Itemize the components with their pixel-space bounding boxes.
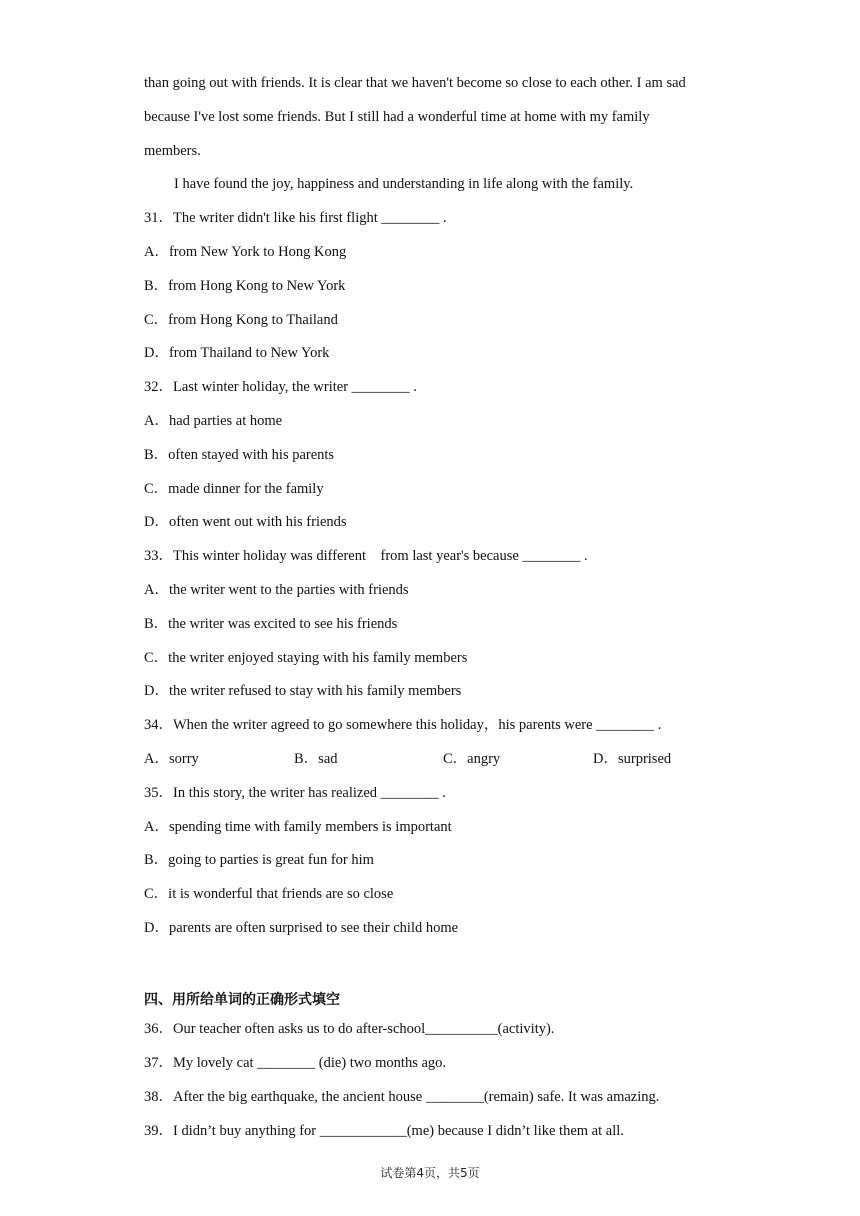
question-stem: 35．In this story, the writer has realized ________ . [144,785,446,801]
answer-option: B．from Hong Kong to New York [144,278,346,294]
answer-option: C．made dinner for the family [144,481,324,497]
fill-in-item: 39．I didn’t buy anything for ____________(me) because I didn’t like them at all. [144,1123,624,1139]
section-title: 四、用所给单词的正确形式填空 [144,992,340,1008]
answer-option: C．the writer enjoyed staying with his family members [144,650,468,666]
passage-line: members. [144,143,201,159]
question-stem: 33．This winter holiday was different from last year's because ________ . [144,548,588,564]
passage-line: because I've lost some friends. But I still had a wonderful time at home with my family [144,109,650,125]
answer-option: A．from New York to Hong Kong [144,244,347,260]
passage-closing: I have found the joy, happiness and understanding in life along with the family. [174,176,634,192]
answer-option: B．often stayed with his parents [144,447,335,463]
fill-in-item: 36．Our teacher often asks us to do after-school__________(activity). [144,1021,555,1037]
answer-option: A．had parties at home [144,413,283,429]
answer-option: C．from Hong Kong to Thailand [144,312,338,328]
answer-option: B．sad [294,751,338,767]
page-footer: 试卷第4页，共5页 [380,1166,480,1180]
answer-option: A．sorry [144,751,199,767]
answer-option: A．the writer went to the parties with friends [144,582,409,598]
answer-option: C．it is wonderful that friends are so close [144,886,394,902]
question-stem: 31．The writer didn't like his first flight ________ . [144,210,447,226]
question-stem: 34．When the writer agreed to go somewhere this holiday，his parents were ________ . [144,717,662,733]
fill-in-item: 37．My lovely cat ________ (die) two months ago. [144,1055,447,1071]
answer-option: B．going to parties is great fun for him [144,852,374,868]
answer-option: A．spending time with family members is important [144,819,452,835]
question-stem: 32．Last winter holiday, the writer ________ . [144,379,417,395]
passage-line: than going out with friends. It is clear that we haven't become so close to each other. I am sad [144,75,686,91]
answer-options-row [144,750,704,768]
answer-option: D．parents are often surprised to see their child home [144,920,459,936]
answer-option: D．from Thailand to New York [144,345,330,361]
answer-option: B．the writer was excited to see his friends [144,616,398,632]
answer-option: D．the writer refused to stay with his family members [144,683,462,699]
answer-option: C．angry [443,751,501,767]
fill-in-item: 38．After the big earthquake, the ancient house ________(remain) safe. It was amazing. [144,1089,660,1105]
answer-option: D．often went out with his friends [144,514,347,530]
answer-option: D．surprised [593,751,672,767]
